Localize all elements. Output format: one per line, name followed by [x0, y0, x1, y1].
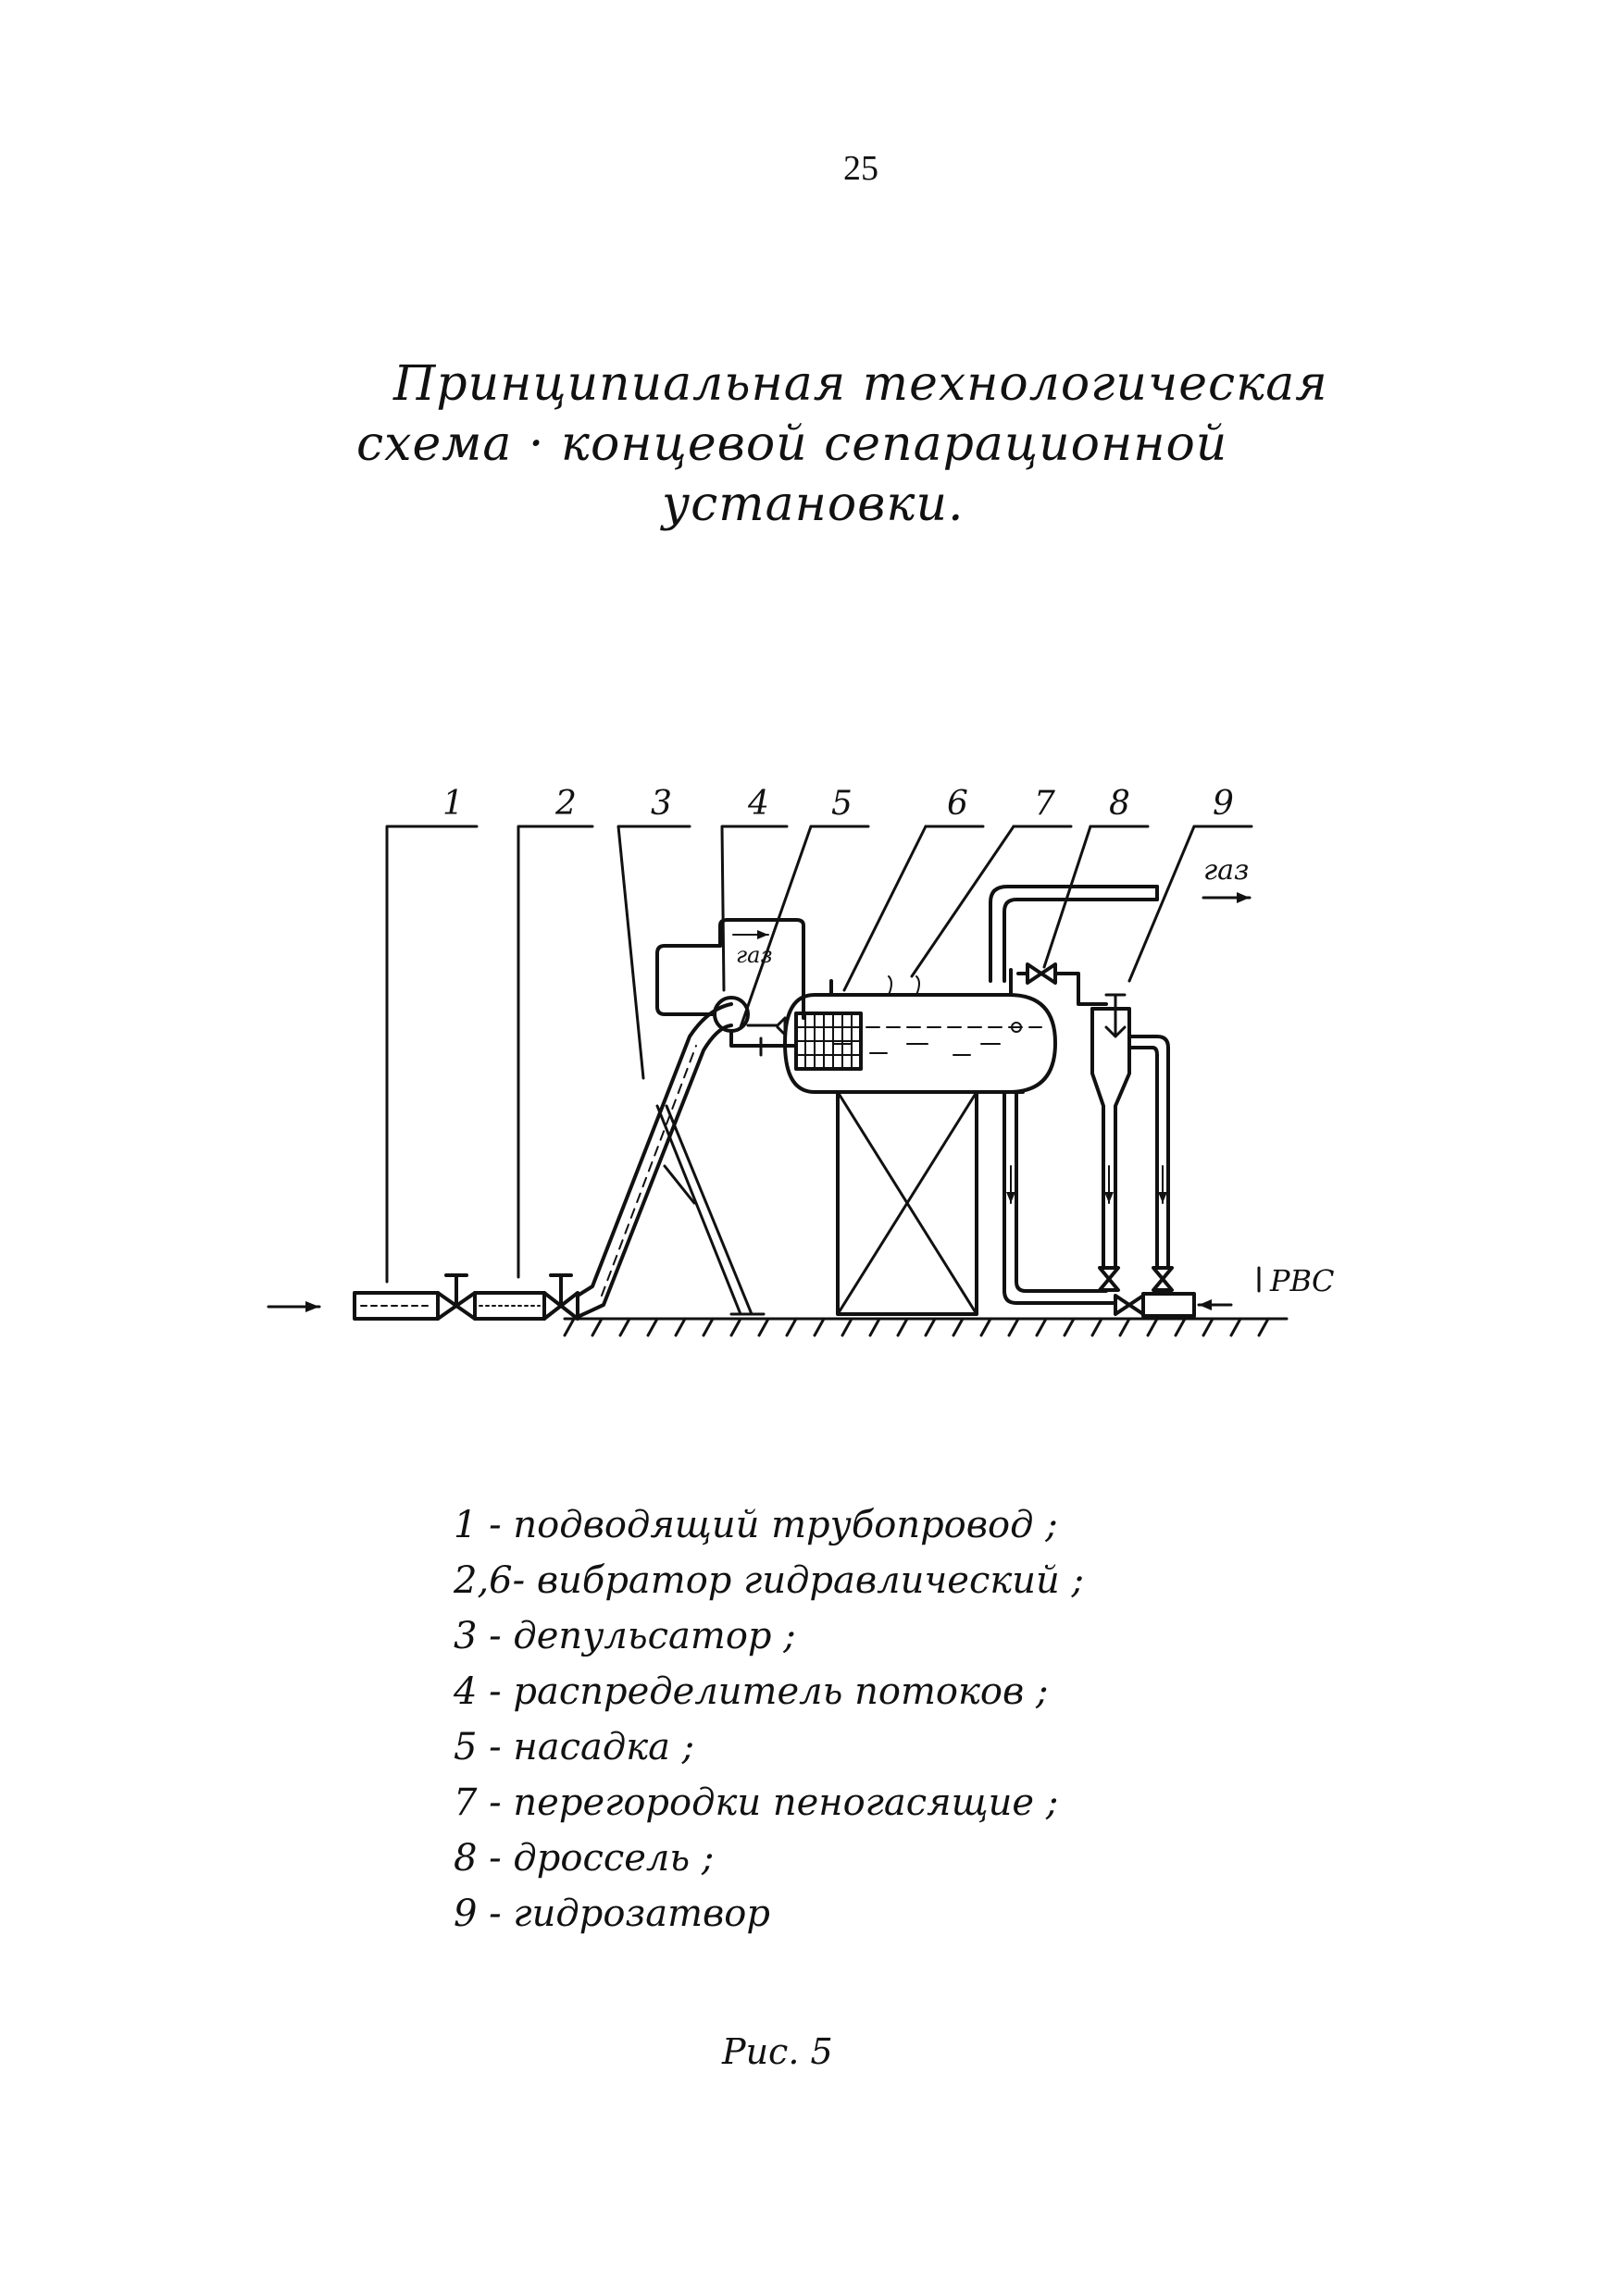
legend-text: распределитель потоков ;	[513, 1670, 1049, 1713]
gas-arrow-top	[1203, 892, 1250, 903]
figure-title-line-3: установки.	[662, 477, 965, 532]
page-number: 25	[843, 149, 878, 188]
legend-number: 7 -	[454, 1781, 502, 1824]
legend-item	[454, 1670, 1048, 1713]
legend-item	[454, 1559, 1084, 1602]
separation-unit-schematic	[0, 759, 1619, 1407]
callout-8: 8	[1109, 785, 1130, 823]
legend-text: дроссель ;	[513, 1837, 715, 1880]
legend-number: 2,6-	[454, 1559, 526, 1602]
callout-4: 4	[748, 785, 769, 823]
legend-item	[454, 1893, 770, 1935]
legend-item	[454, 1837, 714, 1880]
ground-line	[565, 1319, 1287, 1335]
legend-item	[454, 1726, 694, 1769]
inlet-pipeline	[268, 1293, 438, 1319]
nozzle	[748, 1018, 785, 1055]
legend-number: 5 -	[454, 1726, 502, 1769]
callout-7: 7	[1034, 785, 1055, 823]
legend-text: перегородки пеногасящие ;	[513, 1781, 1059, 1824]
rvs-arrow	[1199, 1268, 1259, 1310]
hydro-seal	[1092, 995, 1168, 1268]
gas-label-inner: газ	[736, 942, 773, 968]
leader-lines	[387, 826, 1194, 1282]
legend-number: 1 -	[454, 1504, 502, 1546]
callout-9: 9	[1213, 785, 1234, 823]
vibrator-2	[475, 1293, 544, 1319]
bottom-valves	[1100, 1268, 1194, 1316]
legend-item	[454, 1615, 796, 1657]
legend-item	[454, 1504, 1058, 1546]
legend-number: 3 -	[454, 1615, 502, 1657]
inlet-valve-2	[544, 1275, 578, 1319]
gas-label-top: газ	[1203, 854, 1250, 887]
legend-text: депульсатор ;	[513, 1615, 796, 1657]
support-frame	[657, 1106, 764, 1314]
figure-caption: Рис. 5	[722, 2031, 833, 2072]
callout-1: 1	[442, 785, 464, 823]
depulsator-riser	[578, 1004, 731, 1317]
separator-vessel	[785, 976, 1055, 1092]
rvs-label: РВС	[1270, 1263, 1335, 1298]
legend-text: гидрозатвор	[513, 1893, 770, 1935]
legend-number: 9 -	[454, 1893, 502, 1935]
legend-number: 8 -	[454, 1837, 502, 1880]
callout-group	[442, 785, 1234, 823]
liquid-drain-line	[998, 1092, 1115, 1303]
legend-text: насадка ;	[513, 1726, 695, 1769]
callout-5: 5	[831, 785, 853, 823]
gas-outlet-line	[990, 887, 1157, 981]
vessel-stand	[838, 1092, 977, 1314]
vibrator-6	[796, 1013, 861, 1069]
callout-3: 3	[651, 785, 672, 823]
legend-text: вибратор гидравлический ;	[536, 1559, 1084, 1602]
figure-title-line-2: схема · концевой сепарационной	[356, 416, 1228, 472]
legend-text: подводящий трубопровод ;	[513, 1504, 1058, 1546]
callout-6: 6	[947, 785, 968, 823]
legend-item	[454, 1781, 1058, 1824]
figure-title-line-1: Принципиальная технологическая	[393, 356, 1328, 412]
callout-2: 2	[555, 785, 577, 823]
inlet-valve-1	[438, 1275, 475, 1319]
legend-number: 4 -	[454, 1670, 502, 1713]
